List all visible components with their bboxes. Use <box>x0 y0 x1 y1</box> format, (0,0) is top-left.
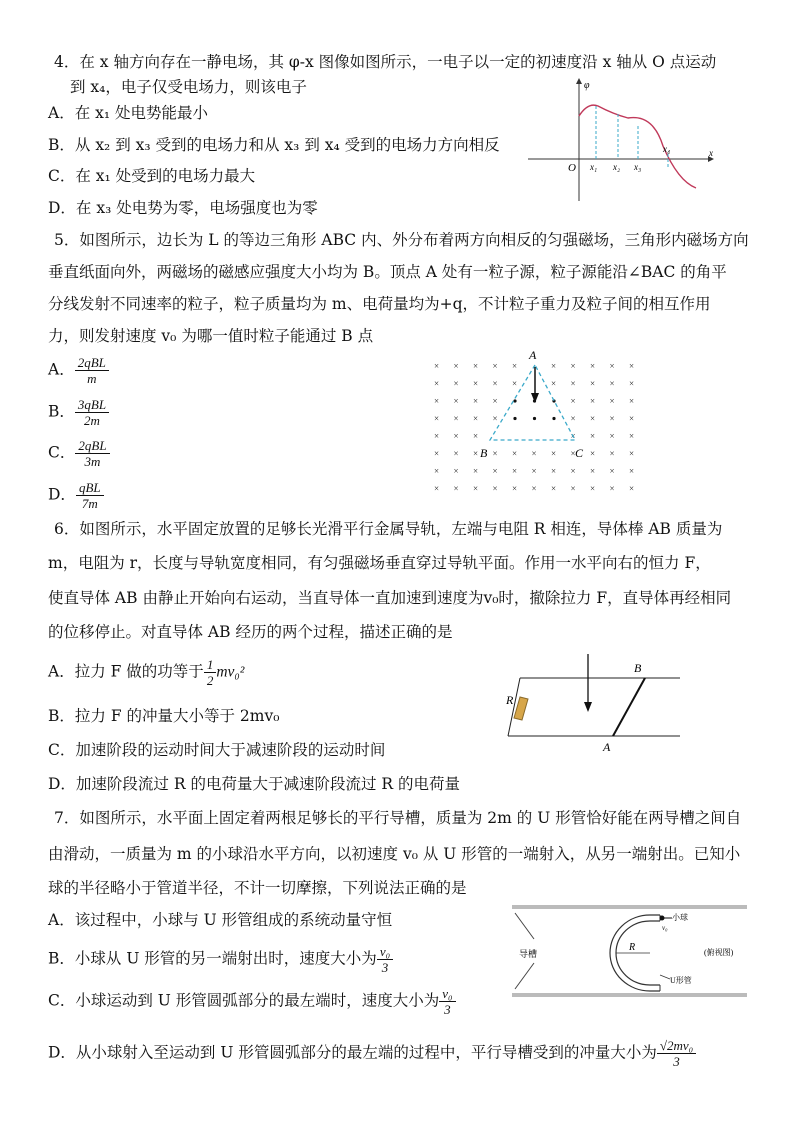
field-in-cross: × <box>473 448 479 459</box>
field-in-cross: × <box>570 361 576 371</box>
q5-option-d-fraction: $\frac{\text{qBL}}{7m}$ <box>76 480 104 511</box>
field-in-cross: × <box>492 413 498 424</box>
q4-graph-origin-label: O <box>568 162 576 174</box>
field-in-cross: × <box>434 396 440 406</box>
q5-option-b: B． $\frac{\text{3qBL}}{2m}$ <box>48 397 109 428</box>
field-in-cross: × <box>609 361 615 371</box>
q5-vertex-c-label: C <box>575 446 584 460</box>
q4-graph-x2-label: x₂ <box>613 162 621 172</box>
q7-stem-line3: 球的半径略小于管道半径，不计一切摩擦，下列说法正确的是 <box>48 879 467 897</box>
q6-stem-line1: 6．如图所示，水平固定放置的足够长光滑平行金属导轨，左端与电阻 R 相连，导体棒 AB 质量为 <box>54 520 723 538</box>
q7-option-c: C．小球运动到 U 形管圆弧部分的最左端时，速度大小为 $\frac{\text{v₀}}{3}$ <box>48 986 456 1017</box>
q7-groove-label: 导槽 <box>519 949 538 959</box>
q4-graph-phi-label: φ <box>584 80 590 91</box>
q7-stem-line2: 由滑动，一质量为 m 的小球沿水平方向，以初速度 v₀ 从 U 形管的一端射入，从另一端射出。已知小 <box>48 845 741 863</box>
field-in-cross: × <box>473 396 479 406</box>
q5-option-a: A． $\frac{\text{2qBL}}{m}$ <box>48 355 109 386</box>
field-in-cross: × <box>434 361 440 371</box>
q6-option-a: A．拉力 F 做的功等于 $\frac{1}{2}$ mv₀² <box>48 657 245 688</box>
q7-stem-line1: 7．如图所示，水平面上固定着两根足够长的平行导槽，质量为 2m 的 U 形管恰好能在两导槽之间自 <box>54 809 742 827</box>
field-in-cross: × <box>453 431 459 441</box>
q5-option-c: C． $\frac{\text{2qBL}}{3m}$ <box>48 438 110 469</box>
field-in-cross: × <box>590 378 596 389</box>
field-in-cross: × <box>453 466 459 476</box>
field-in-cross: × <box>473 431 479 441</box>
q7-v0-label: v₀ <box>662 924 668 932</box>
q5-stem-line3: 分线发射不同速率的粒子，粒子质量均为 m、电荷量均为+q，不计粒子重力及粒子间的相互作用 <box>48 295 711 313</box>
q6-rail-circuit-diagram <box>500 652 685 757</box>
field-in-cross: × <box>570 431 576 441</box>
field-out-dot <box>513 417 516 420</box>
field-in-cross: × <box>492 361 498 371</box>
field-in-cross: × <box>531 448 537 459</box>
field-in-cross: × <box>492 378 498 389</box>
field-in-cross: × <box>492 448 498 459</box>
q6-resistor-label: R <box>506 693 514 707</box>
q6-option-b: B．拉力 F 的冲量大小等于 2mv₀ <box>48 707 280 725</box>
q7-option-a: A．该过程中，小球与 U 形管组成的系统动量守恒 <box>48 911 393 929</box>
field-in-cross: × <box>629 431 635 441</box>
field-in-cross: × <box>453 448 459 459</box>
field-in-cross: × <box>434 378 440 389</box>
q4-option-a: A．在 x₁ 处电势能最小 <box>48 104 209 122</box>
field-in-cross: × <box>609 448 615 459</box>
field-in-cross: × <box>453 413 459 424</box>
q6-stem-line3: 使直导体 AB 由静止开始向右运动，当直导体一直加速到速度为v₀时，撤除拉力 F，直导体再经相同 <box>48 589 732 607</box>
q5-option-c-fraction: $\frac{\text{2qBL}}{3m}$ <box>75 438 109 469</box>
field-in-cross: × <box>570 448 576 459</box>
field-in-cross: × <box>551 361 557 371</box>
q5-option-d: D． $\frac{\text{qBL}}{7m}$ <box>48 480 104 511</box>
q5-vertex-b-label: B <box>480 446 488 460</box>
field-in-cross: × <box>453 396 459 406</box>
field-in-cross: × <box>453 361 459 371</box>
field-in-cross: × <box>629 448 635 459</box>
field-in-cross: × <box>609 413 615 424</box>
q4-phi-x-graph <box>528 76 718 206</box>
field-in-cross: × <box>609 378 615 389</box>
field-out-dot <box>513 399 516 402</box>
q7-option-d: D．从小球射入至运动到 U 形管圆弧部分的最左端的过程中，平行导槽受到的冲量大小为 $\frac{\text{√2mv₀}}{3}$ <box>48 1038 696 1069</box>
q7-radius-label: R <box>629 942 636 953</box>
field-in-cross: × <box>629 483 635 494</box>
field-in-cross: × <box>609 396 615 406</box>
field-in-cross: × <box>434 483 440 494</box>
q7-u-tube-top-view <box>512 905 750 1005</box>
field-in-cross: × <box>473 361 479 371</box>
q4-graph-x-label: x <box>709 148 713 158</box>
q5-stem-line4: 力，则发射速度 v₀ 为哪一值时粒子能通过 B 点 <box>48 327 374 345</box>
q4-stem-line1: 4．在 x 轴方向存在一静电场，其 φ-x 图像如图所示，一电子以一定的初速度沿 x 轴从 O 点运动 <box>54 53 717 71</box>
field-in-cross: × <box>590 483 596 494</box>
field-in-cross: × <box>434 466 440 476</box>
q6-stem-line2: m，电阻为 r，长度与导轨宽度相同，有匀强磁场垂直穿过导轨平面。作用一水平向右的恒力 F， <box>48 554 711 572</box>
q7-ball-label: 小球 <box>672 913 688 922</box>
field-in-cross: × <box>570 466 576 476</box>
q4-option-d: D．在 x₃ 处电势为零，电场强度也为零 <box>48 199 318 217</box>
q4-option-c: C．在 x₁ 处受到的电场力最大 <box>48 167 256 185</box>
field-in-cross: × <box>609 483 615 494</box>
field-in-cross: × <box>590 448 596 459</box>
field-in-cross: × <box>551 378 557 389</box>
q5-magnetic-field-triangle <box>425 345 655 495</box>
q6-stem-line4: 的位移停止。对直导体 AB 经历的两个过程，描述正确的是 <box>48 623 453 641</box>
q4-graph-x3-label: x₃ <box>634 162 642 172</box>
q7-view-label: (俯视图) <box>704 948 734 957</box>
q7-option-b-fraction: $\frac{\text{v₀}}{3}$ <box>377 944 393 975</box>
field-in-cross: × <box>629 378 635 389</box>
q5-vertex-a-label: A <box>529 348 537 362</box>
field-in-cross: × <box>434 413 440 424</box>
field-in-cross: × <box>492 466 498 476</box>
q5-stem-line2: 垂直纸面向外，两磁场的磁感应强度大小均为 B。顶点 A 处有一粒子源，粒子源能沿∠BAC 的角平 <box>48 263 727 281</box>
field-in-cross: × <box>551 483 557 494</box>
field-in-cross: × <box>609 466 615 476</box>
field-in-cross: × <box>434 448 440 459</box>
q5-option-a-fraction: $\frac{\text{2qBL}}{m}$ <box>75 355 109 386</box>
q7-option-b: B．小球从 U 形管的另一端射出时，速度大小为 $\frac{\text{v₀}}{3}$ <box>48 944 393 975</box>
field-in-cross: × <box>512 483 518 494</box>
field-in-cross: × <box>629 466 635 476</box>
field-in-cross: × <box>570 378 576 389</box>
q7-utube-label: U形管 <box>670 976 692 985</box>
field-in-cross: × <box>473 483 479 494</box>
q7-option-d-fraction: $\frac{\text{√2mv₀}}{3}$ <box>657 1038 696 1069</box>
field-in-cross: × <box>492 483 498 494</box>
field-in-cross: × <box>590 361 596 371</box>
field-in-cross: × <box>629 396 635 406</box>
field-out-dot <box>533 417 536 420</box>
field-in-cross: × <box>473 466 479 476</box>
field-in-cross: × <box>590 396 596 406</box>
field-out-dot <box>552 417 555 420</box>
q4-graph-x4-label: x₄ <box>663 144 671 154</box>
field-in-cross: × <box>590 413 596 424</box>
field-in-cross: × <box>551 466 557 476</box>
field-in-cross: × <box>512 361 518 371</box>
q4-stem-line2: 到 x₄，电子仅受电场力，则该电子 <box>70 78 307 96</box>
field-in-cross: × <box>512 466 518 476</box>
field-in-cross: × <box>590 466 596 476</box>
field-in-cross: × <box>570 483 576 494</box>
field-in-cross: × <box>570 413 576 424</box>
field-in-cross: × <box>531 466 537 476</box>
field-in-cross: × <box>609 431 615 441</box>
field-in-cross: × <box>453 378 459 389</box>
field-in-cross: × <box>590 431 596 441</box>
field-in-cross: × <box>434 431 440 441</box>
field-in-cross: × <box>531 483 537 494</box>
field-in-cross: × <box>492 396 498 406</box>
q6-option-d: D．加速阶段流过 R 的电荷量大于减速阶段流过 R 的电荷量 <box>48 775 460 793</box>
field-in-cross: × <box>570 396 576 406</box>
field-in-cross: × <box>629 361 635 371</box>
q5-stem-line1: 5．如图所示，边长为 L 的等边三角形 ABC 内、外分布着两方向相反的匀强磁场，三角形内磁场方向 <box>54 231 749 249</box>
q5-option-b-fraction: $\frac{\text{3qBL}}{2m}$ <box>75 397 109 428</box>
field-in-cross: × <box>629 413 635 424</box>
q6-option-a-fraction: $\frac{1}{2}$ <box>204 657 217 688</box>
q6-rod-end-a-label: A <box>603 740 611 754</box>
field-in-cross: × <box>512 378 518 389</box>
q6-option-c: C．加速阶段的运动时间大于减速阶段的运动时间 <box>48 741 386 759</box>
q6-rod-end-b-label: B <box>634 661 642 675</box>
field-in-cross: × <box>473 413 479 424</box>
q4-graph-x1-label: x₁ <box>590 162 598 172</box>
q4-option-b: B．从 x₂ 到 x₃ 受到的电场力和从 x₃ 到 x₄ 受到的电场力方向相反 <box>48 136 500 154</box>
field-in-cross: × <box>473 378 479 389</box>
field-in-cross: × <box>551 448 557 459</box>
field-in-cross: × <box>512 448 518 459</box>
field-in-cross: × <box>453 483 459 494</box>
q7-option-c-fraction: $\frac{\text{v₀}}{3}$ <box>439 986 455 1017</box>
